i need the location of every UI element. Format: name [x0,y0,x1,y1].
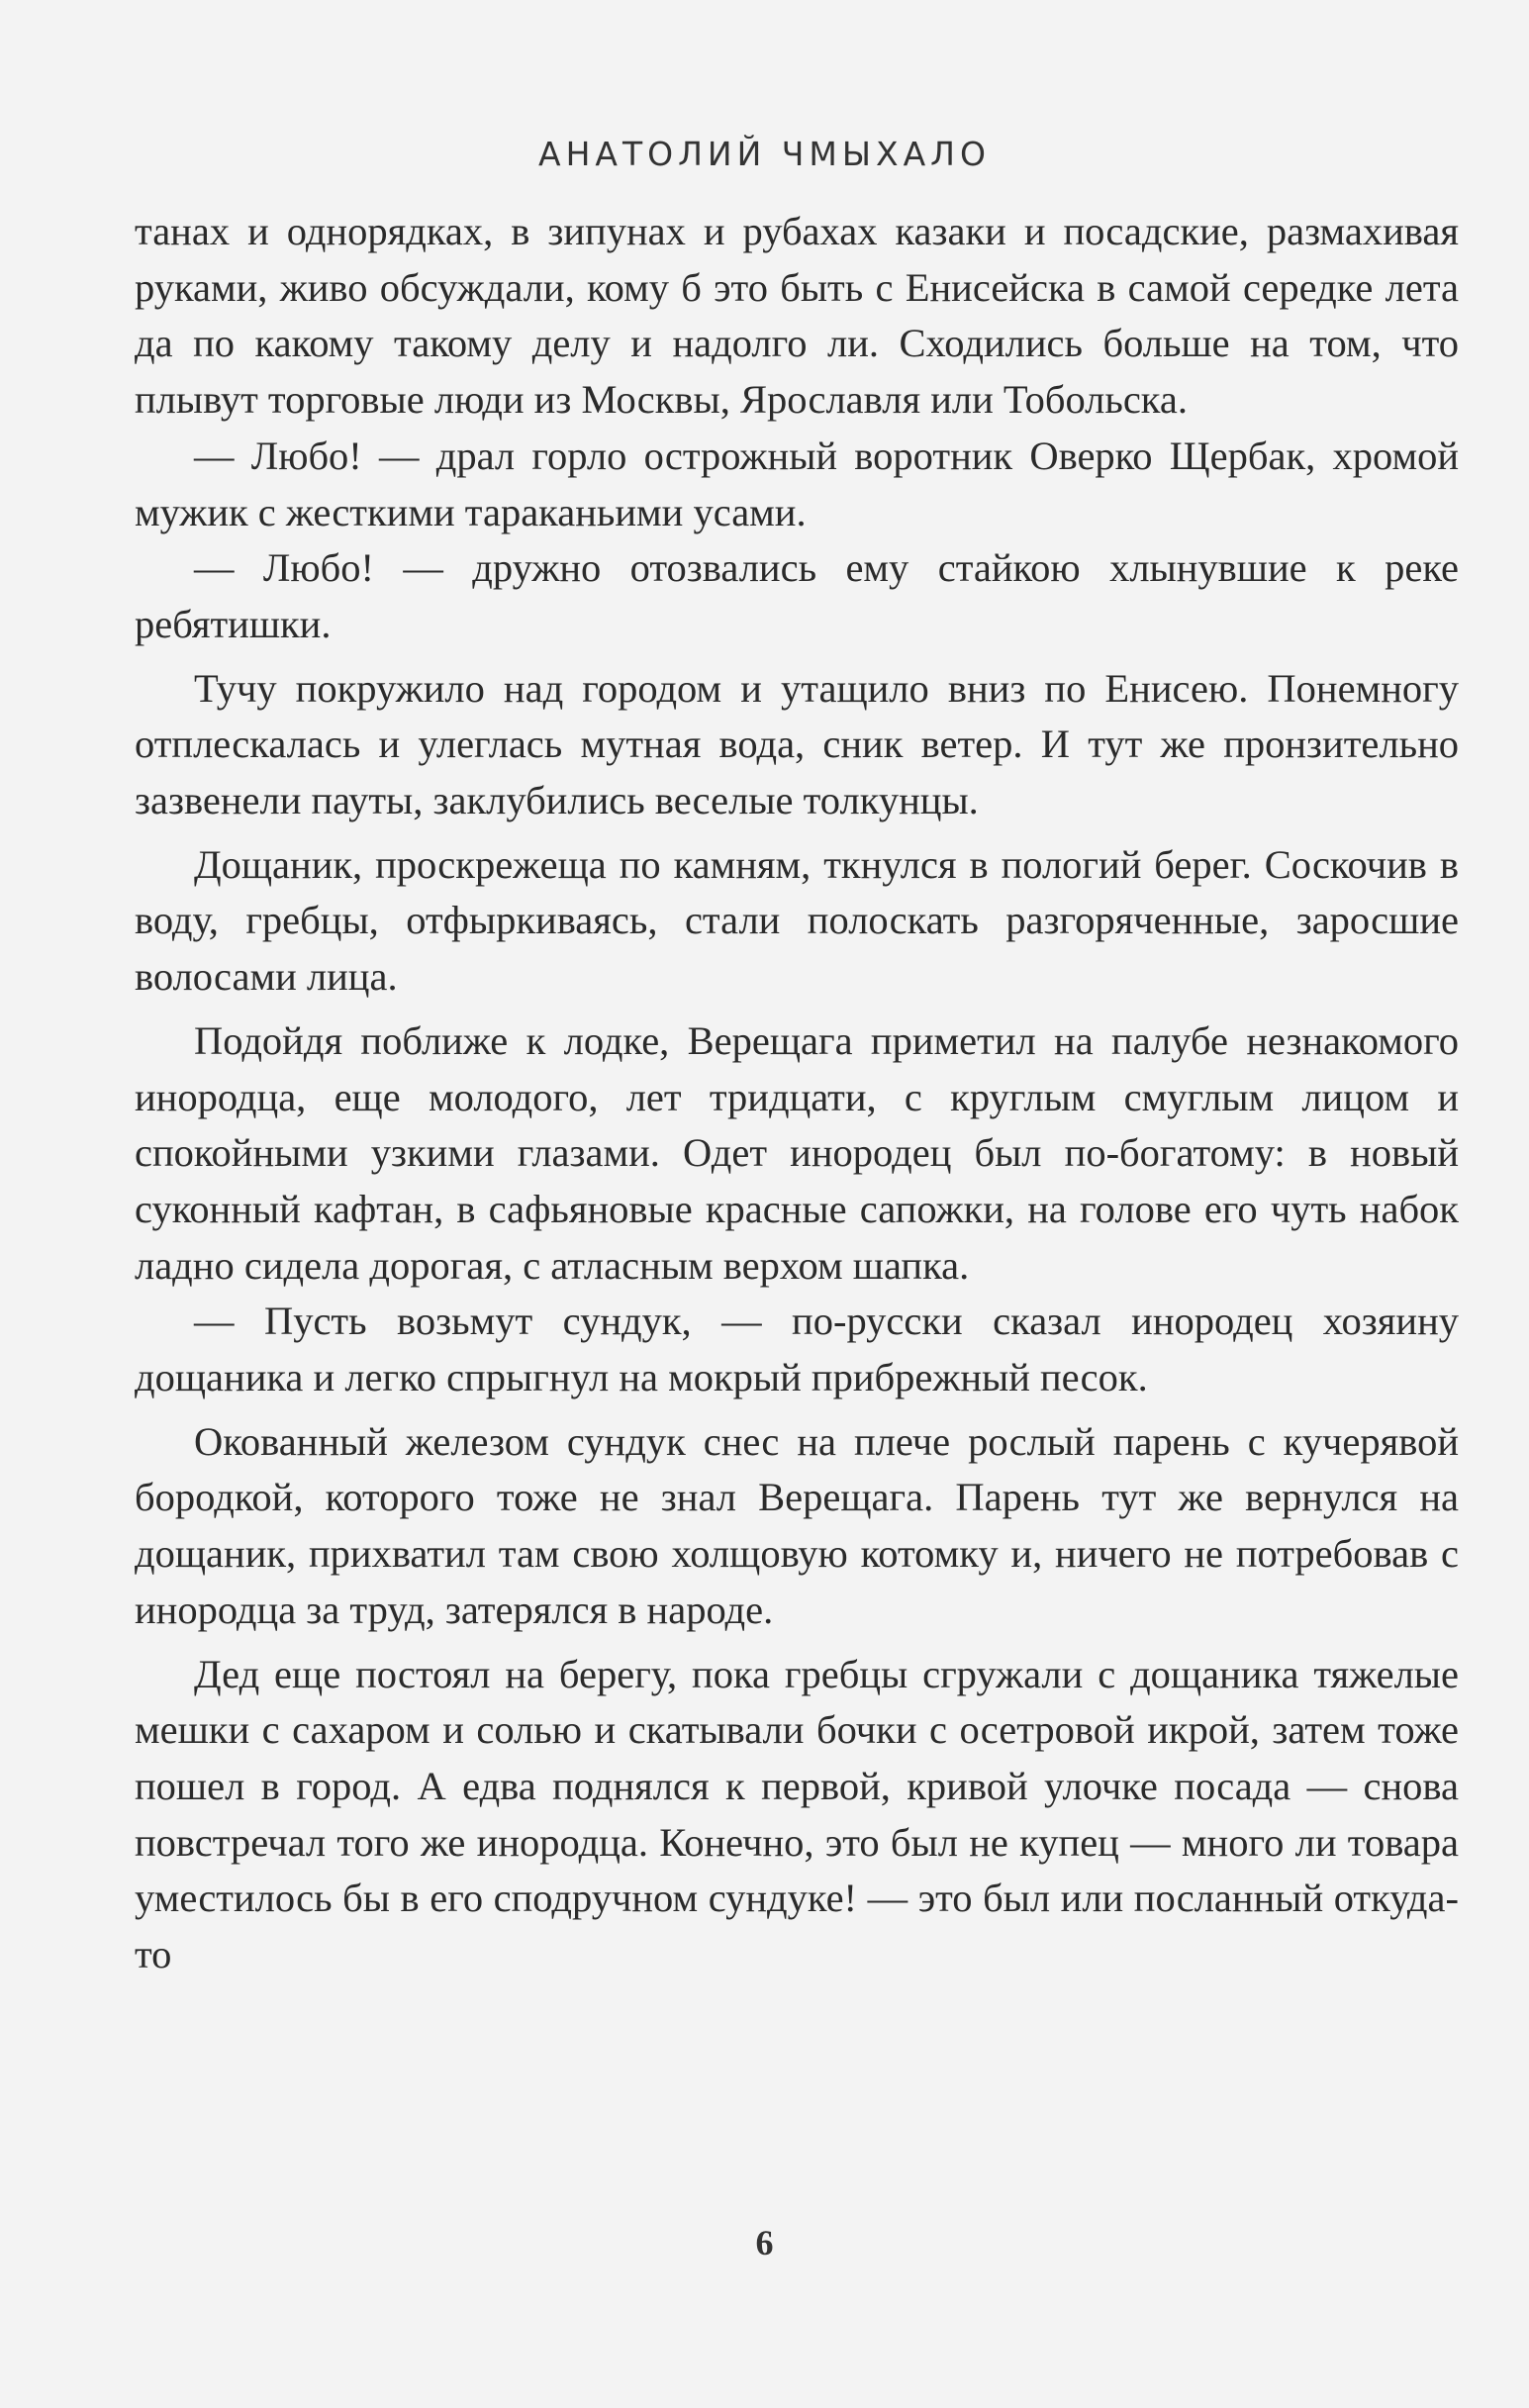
page-number: 6 [755,2223,774,2263]
body-text [135,204,1459,1983]
paragraph: Тучу покружило над городом и утащило вниз по Енисею. Понемногу отплескалась и улеглась мутная вода, сник ветер. И тут же пронзительно зазвенели пауты, заклубились веселые толкунцы. [135,665,1459,823]
paragraph: Дощаник, проскрежеща по камням, ткнулся в пологий берег. Соскочив в воду, гребцы, отфыркиваясь, стали полоскать разгоряченные, заросшие волосами лица. [135,841,1459,1000]
paragraph: танах и однорядках, в зипунах и рубахах казаки и посадские, размахивая руками, живо обсуждали, кому б это быть с Енисейска в самой середке лета да по какому такому делу и надолго ли. Сходились больше на том, что плывут торговые люди из Москвы, Ярославля или Тобольска. [135,209,1459,423]
paragraph: Подойдя поближе к лодке, Верещага приметил на палубе незнакомого инородца, еще молодого, лет тридцати, с круглым смуглым лицом и спокойными узкими глазами. Одет инородец был по-богатому: в новый суконный кафтан, в сафьяновые красные сапожки, на голове его чуть набок ладно сидела дорогая, с атласным верхом шапка. [135,1017,1459,1288]
paragraph: Окованный железом сундук снес на плече рослый парень с кучерявой бородкой, которого тоже не знал Верещага. Парень тут же вернулся на дощаник, прихватил там свою холщовую котомку и, ничего не потребовав с инородца за труд, затерялся в народе. [135,1418,1459,1632]
paragraph: Дед еще постоял на берегу, пока гребцы сгружали с дощаника тяжелые мешки с сахаром и солью и скатывали бочки с осетровой икрой, затем тоже пошел в город. А едва поднялся к первой, кривой улочке посада — снова повстречал того же инородца. Конечно, это был не купец — много ли товара уместилось бы в его сподручном сундуке! — это был или посланный откуда-то [135,1651,1459,1977]
running-head: АНАТОЛИЙ ЧМЫХАЛО [538,135,991,173]
paragraph: — Любо! — дружно отозвались ему стайкою хлынувшие к реке ребятишки. [135,545,1459,646]
paragraph: — Любо! — драл горло острожный воротник Оверко Щербак, хромой мужик с жесткими тараканьими усами. [135,433,1459,534]
paragraph: — Пусть возьмут сундук, — по-русски сказал инородец хозяину дощаника и легко спрыгнул на мокрый прибрежный песок. [135,1299,1459,1400]
